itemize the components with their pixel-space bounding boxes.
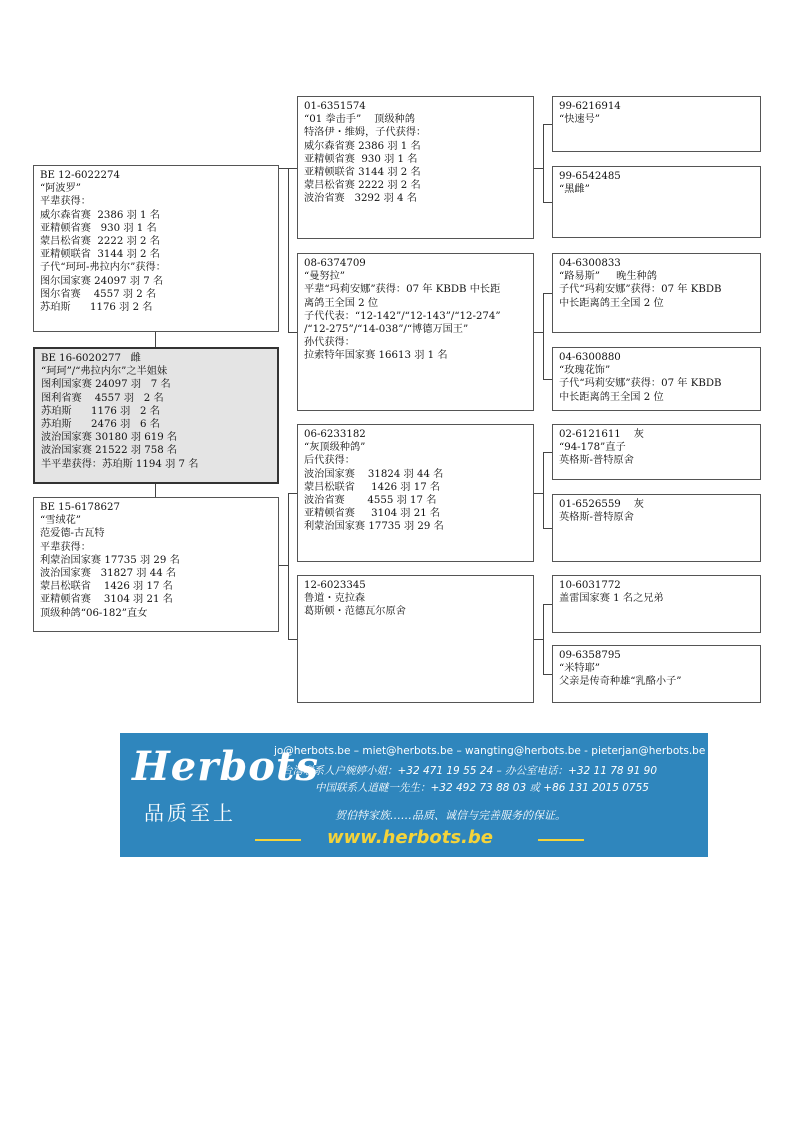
pedigree-line: 苏珀斯 2476 羽 6 名 [41, 419, 160, 431]
connector-line [288, 168, 297, 169]
ring-number: BE 12-6022274 [40, 170, 120, 181]
connector-line [534, 493, 543, 494]
ring-number: 12-6023345 [304, 580, 366, 591]
china-contact: 中国联系人逍瞇一先生：+32 492 73 88 03 或 +86 131 2015 0755 [315, 782, 649, 794]
pedigree-line: 盖雷国家赛 1 名之兄弟 [559, 593, 664, 605]
pedigree-line: 子代代表：“12-142”/“12-143”/“12-274” [304, 310, 501, 322]
connector-line [288, 493, 289, 639]
pedigree-line: “曼努拉” [304, 271, 345, 283]
pedigree-box-gg-1 [552, 96, 761, 152]
pedigree-line: “快速号” [559, 114, 600, 126]
pedigree-line: “灰顶级种鸽” [304, 442, 366, 454]
pedigree-line: “珂珂”/“弗拉内尔”之半姐妹 [41, 366, 168, 378]
ring-number: 09-6358795 [559, 650, 621, 661]
pedigree-line: 苏珀斯 1176 羽 2 名 [41, 405, 160, 417]
pedigree-line: 平辈“玛莉安娜”获得：07 年 KBDB 中长距 [304, 284, 501, 296]
pedigree-line: 利蒙治国家赛 17735 羽 29 名 [40, 554, 180, 566]
pedigree-line: 利蒙治国家赛 17735 羽 29 名 [304, 521, 444, 533]
pedigree-line: 子代“玛莉安娜”获得：07 年 KBDB [559, 284, 722, 296]
connector-line [543, 202, 552, 203]
pedigree-line: 蒙吕松联省 1426 羽 17 名 [40, 581, 173, 593]
ring-number: 04-6300880 [559, 352, 621, 363]
pedigree-line: 平辈获得： [40, 541, 91, 553]
pedigree-line: 孙代获得： [304, 337, 355, 349]
pedigree-box-dam [33, 497, 279, 632]
pedigree-line: 图利国家赛 24097 羽 7 名 [41, 379, 171, 391]
pedigree-line: 图利省赛 4557 羽 2 名 [41, 392, 164, 404]
ring-number: 10-6031772 [559, 580, 621, 591]
pedigree-box-gg-3 [552, 253, 761, 333]
pedigree-line: 半平辈获得：苏珀斯 1194 羽 7 名 [41, 458, 199, 470]
pedigree-line: 图尔国家赛 24097 羽 7 名 [40, 275, 164, 287]
ring-number: 01-6351574 [304, 101, 366, 112]
ring-number: 06-6233182 [304, 429, 366, 440]
pedigree-line: 波治国家赛 31827 羽 44 名 [40, 568, 177, 580]
pedigree-box-gg-7 [552, 575, 761, 633]
pedigree-line: 英格斯-普特原舍 [559, 512, 634, 524]
pedigree-line: 苏珀斯 1176 羽 2 名 [40, 302, 153, 314]
pedigree-line: 亚精顿省赛 3104 羽 21 名 [40, 594, 173, 606]
ring-number: 04-6300833 [559, 258, 621, 269]
pedigree-line: 威尔森省赛 2386 羽 1 名 [304, 140, 421, 152]
pedigree-line: 图尔省赛 4557 羽 2 名 [40, 288, 157, 300]
connector-line [543, 293, 552, 294]
pedigree-line: 子代“玛莉安娜”获得：07 年 KBDB [559, 378, 722, 390]
pedigree-line: “米特耶” [559, 663, 600, 675]
pedigree-box-sire [33, 165, 279, 332]
pedigree-line: 波治国家赛 31824 羽 44 名 [304, 468, 444, 480]
pedigree-box-dam-sire [297, 424, 534, 562]
pedigree-box-gg-6 [552, 494, 761, 562]
ring-number: 08-6374709 [304, 258, 366, 269]
pedigree-line: 拉索特年国家赛 16613 羽 1 名 [304, 350, 448, 362]
pedigree-line: “黑雌” [559, 184, 590, 196]
pedigree-line: 蒙吕松联省 1426 羽 17 名 [304, 481, 441, 493]
connector-line [543, 452, 544, 528]
connector-line [279, 565, 288, 566]
ring-number: BE 15-6178627 [40, 502, 120, 513]
pedigree-box-dam-dam [297, 575, 534, 703]
pedigree-line: 蒙吕松省赛 2222 羽 2 名 [304, 180, 421, 192]
pedigree-line: 亚精顿省赛 930 羽 1 名 [304, 153, 418, 165]
pedigree-line: 亚精顿省赛 930 羽 1 名 [40, 222, 157, 234]
pedigree-line: 英格斯-普特原舍 [559, 455, 634, 467]
pedigree-line: /“12-275”/“14-038”/“博德万国王” [304, 324, 469, 336]
connector-line [543, 604, 552, 605]
pedigree-line: 波治省赛 4555 羽 17 名 [304, 495, 437, 507]
pedigree-line: 威尔森省赛 2386 羽 1 名 [40, 209, 160, 221]
pedigree-line: 平辈获得： [40, 196, 91, 208]
pedigree-line: 顶级种鸽“06-182”直女 [40, 607, 148, 619]
pedigree-line: 后代获得： [304, 455, 355, 467]
connector-line [543, 124, 544, 202]
connector-line [534, 168, 543, 169]
connector-line [288, 639, 297, 640]
connector-line [543, 452, 552, 453]
pedigree-line: “01 拳击手” 顶级种鸽 [304, 114, 415, 126]
connector-line [543, 379, 552, 380]
pedigree-line: 波治国家赛 21522 羽 758 名 [41, 445, 178, 457]
pedigree-line: “94-178”直子 [559, 442, 626, 454]
pedigree-box-gg-8 [552, 645, 761, 703]
slogan-text: 品质至上 [144, 801, 236, 825]
connector-line [288, 493, 297, 494]
pedigree-line: 离鸽王全国 2 位 [304, 297, 379, 309]
guarantee-text: 贺伯特家族……品质、诚信与完善服务的保证。 [335, 809, 566, 822]
ring-number: BE 16-6020277 雌 [41, 353, 141, 364]
herbots-banner [120, 733, 708, 857]
pedigree-box-gg-2 [552, 166, 761, 238]
pedigree-line: 波治省赛 3292 羽 4 名 [304, 193, 417, 205]
contact-emails[interactable]: jo@herbots.be – miet@herbots.be – wangting@herbots.be - pieterjan@herbots.be [274, 745, 706, 757]
pedigree-line: 子代“珂珂-弗拉内尔”获得： [40, 262, 166, 274]
pedigree-line: 蒙吕松省赛 2222 羽 2 名 [40, 236, 160, 248]
pedigree-box-gg-4 [552, 347, 761, 411]
connector-line [155, 484, 156, 497]
pedigree-box-sire-dam [297, 253, 534, 411]
pedigree-line: 亚精顿省赛 3104 羽 21 名 [304, 508, 441, 520]
pedigree-line: “玫瑰花饰” [559, 365, 611, 377]
pedigree-line: 中长距离鸽王全国 2 位 [559, 391, 664, 403]
connector-line [543, 674, 552, 675]
connector-line [543, 124, 552, 125]
ring-number: 01-6526559 灰 [559, 499, 644, 510]
herbots-logo: Herbots [132, 743, 319, 790]
pedigree-line: “雪绒花” [40, 515, 81, 527]
pedigree-line: 鲁道・克拉森 [304, 593, 366, 605]
pedigree-box-sire-sire [297, 96, 534, 239]
decorative-line-right [538, 839, 584, 841]
connector-line [543, 528, 552, 529]
connector-line [288, 332, 297, 333]
pedigree-line: 父亲是传奇种雄“乳酪小子” [559, 676, 682, 688]
pedigree-line: 葛斯顿・范德瓦尔原舍 [304, 606, 406, 618]
pedigree-box-gg-5 [552, 424, 761, 480]
pedigree-line: “路易斯” 晚生种鸽 [559, 271, 657, 283]
taiwan-contact: 台湾联系人户婉婷小姐：+32 471 19 55 24 – 办公室电话：+32 11 78 91 90 [282, 765, 658, 777]
ring-number: 99-6216914 [559, 101, 621, 112]
pedigree-line: 亚精顿联省 3144 羽 2 名 [40, 249, 160, 261]
connector-line [534, 639, 543, 640]
connector-line [155, 332, 156, 347]
pedigree-line: 波治国家赛 30180 羽 619 名 [41, 432, 178, 444]
connector-line [543, 293, 544, 379]
pedigree-line: 特洛伊・维姆，子代获得： [304, 127, 427, 139]
connector-line [543, 604, 544, 674]
ring-number: 02-6121611 灰 [559, 429, 644, 440]
ring-number: 99-6542485 [559, 171, 621, 182]
connector-line [279, 168, 288, 169]
decorative-line-left [255, 839, 301, 841]
pedigree-box-subject [33, 347, 279, 484]
connector-line [534, 332, 543, 333]
connector-line [288, 168, 289, 332]
pedigree-line: 范爱德-古瓦特 [40, 528, 105, 540]
pedigree-line: “阿波罗” [40, 183, 81, 195]
pedigree-line: 中长距离鸽王全国 2 位 [559, 297, 664, 309]
website-link[interactable]: www.herbots.be [327, 827, 493, 848]
pedigree-line: 亚精顿联省 3144 羽 2 名 [304, 167, 421, 179]
